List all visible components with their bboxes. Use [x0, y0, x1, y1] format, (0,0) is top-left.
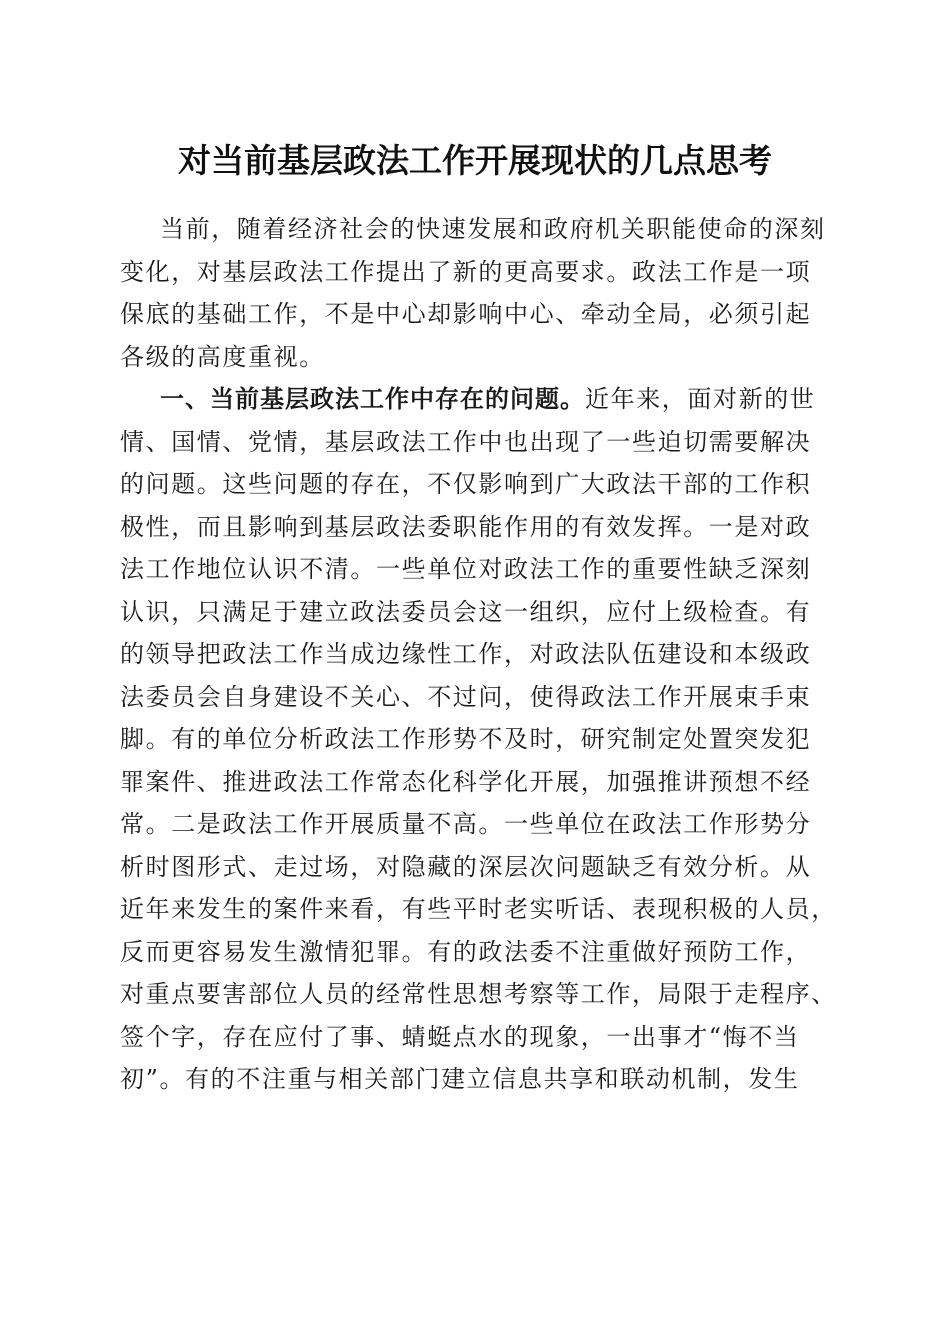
text-line: 认识，只满足于建立政法委员会这一组织，应付上级检查。有 — [120, 597, 812, 626]
text-line: 析时图形式、走过场，对隐藏的深层次问题缺乏有效分析。从 — [120, 852, 812, 881]
text-line: 当前，随着经济社会的快速发展和政府机关职能使命的深刻 — [160, 215, 826, 243]
text-line: 法工作地位认识不清。一些单位对政法工作的重要性缺乏深刻 — [120, 555, 812, 583]
text-fragment: 近年来，面对新的世 — [585, 385, 816, 413]
text-line: 近年来发生的案件来看，有些平时老实听话、表现积极的人员， — [120, 895, 837, 923]
document-title: 对当前基层政法工作开展现状的几点思考 — [178, 141, 772, 180]
text-line: 初”。有的不注重与相关部门建立信息共享和联动机制，发生 — [120, 1065, 800, 1093]
text-line: 保底的基础工作，不是中心却影响中心、牵动全局，必须引起 — [120, 300, 812, 328]
text-line: 极性，而且影响到基层政法委职能作用的有效发挥。一是对政 — [120, 512, 812, 541]
section-heading: 一、当前基层政法工作中存在的问题。 — [160, 385, 585, 413]
text-line: 情、国情、党情，基层政法工作中也出现了一些迫切需要解决 — [120, 427, 812, 456]
document-body — [120, 208, 840, 1101]
text-line: 法委员会自身建设不关心、不过问，使得政法工作开展束手束 — [120, 682, 812, 711]
text-line: 各级的高度重视。 — [120, 342, 325, 371]
intro-paragraph — [120, 208, 840, 378]
text-line: 罪案件、推进政法工作常态化科学化开展，加强推讲预想不经 — [120, 767, 812, 796]
text-line: 的问题。这些问题的存在，不仅影响到广大政法干部的工作积 — [120, 470, 812, 498]
text-line: 变化，对基层政法工作提出了新的更高要求。政法工作是一项 — [120, 257, 812, 286]
text-line: 反而更容易发生激情犯罪。有的政法委不注重做好预防工作， — [120, 937, 812, 966]
text-line: 对重点要害部位人员的经常性思想考察等工作，局限于走程序、 — [120, 980, 837, 1008]
text-line: 签个字，存在应付了事、蜻蜓点水的现象，一出事才“悔不当 — [120, 1022, 800, 1051]
text-line: 脚。有的单位分析政法工作形势不及时，研究制定处置突发犯 — [120, 725, 812, 753]
text-line: 常。二是政法工作开展质量不高。一些单位在政法工作形势分 — [120, 810, 812, 838]
problems-paragraph — [120, 378, 840, 1101]
text-line — [120, 378, 840, 421]
text-line: 的领导把政法工作当成边缘性工作，对政法队伍建设和本级政 — [120, 640, 812, 668]
